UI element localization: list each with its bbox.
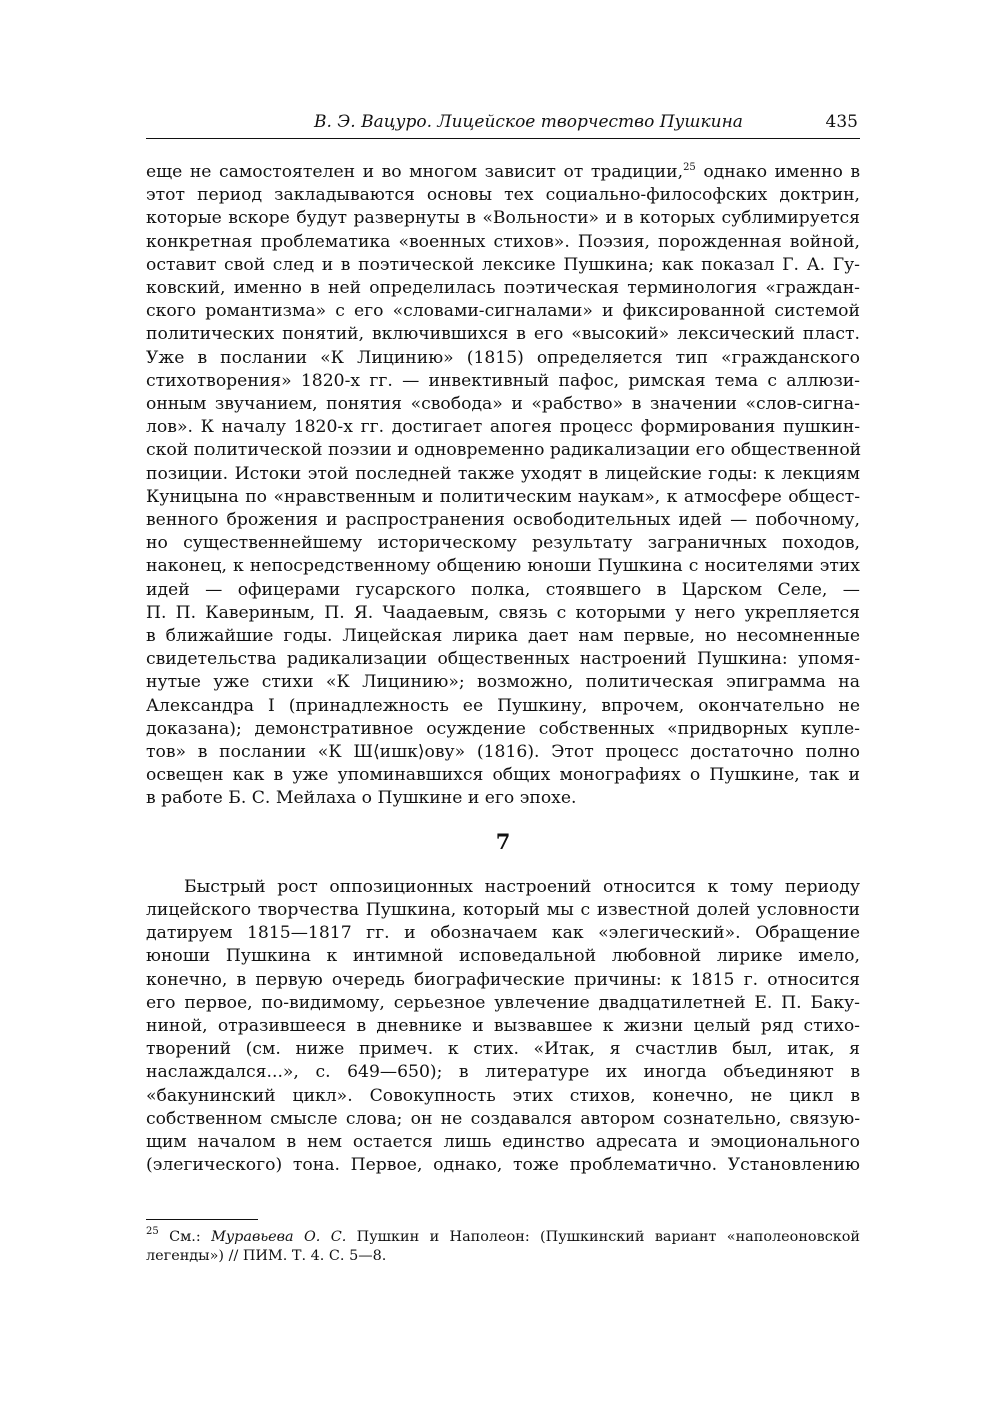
running-header <box>146 112 860 139</box>
running-title: В. Э. Вацуро. Лицейское творчество Пушкина <box>314 112 743 132</box>
footnote-marker: 25 <box>146 1226 159 1238</box>
text-line: освещен как в уже упоминавшихся общих монографиях о Пушкине, так и <box>146 765 860 786</box>
text-line: Быстрый рост оппозиционных настроений относится к тому периоду <box>184 876 860 897</box>
text-line: в работе Б. С. Мейлаха о Пушкине и его эпохе. <box>146 788 577 809</box>
text-line: Александра I (принадлежность ее Пушкину, впрочем, окончательно не <box>146 695 860 716</box>
page <box>146 112 860 1266</box>
text-line: его первое, по-видимому, серьезное увлечение двадцатилетней Е. П. Баку- <box>146 992 860 1013</box>
text-line: ковский, именно в ней определилась поэтическая терминология «граждан- <box>146 278 860 299</box>
text-line: П. П. Кавериным, П. Я. Чаадаевым, связь с которыми у него укрепляется <box>146 602 860 623</box>
text-line: стихотворения» 1820-х гг. — инвективный пафос, римская тема с аллюзи- <box>146 370 860 391</box>
text-line: доказана); демонстративное осуждение собственных «придворных купле- <box>146 718 860 739</box>
body-paragraph-1 <box>146 161 860 811</box>
text-line: «бакунинский цикл». Совокупность этих стихов, конечно, не цикл в <box>146 1085 860 1106</box>
text-line: (элегического) тона. Первое, однако, тоже проблематично. Установлению <box>146 1155 860 1176</box>
footnote-author: Муравьева О. С. <box>211 1229 347 1246</box>
section-number: 7 <box>495 828 511 854</box>
body-paragraph-2 <box>146 876 860 1178</box>
text-line: датируем 1815—1817 гг. и обозначаем как «элегический». Обращение <box>146 923 860 944</box>
text-line: наслаждался...», с. 649—650); в литературе их иногда объединяют в <box>146 1062 860 1083</box>
text-line: конкретная проблематика «военных стихов». Поэзия, порожденная войной, <box>146 231 860 252</box>
text-line: конечно, в первую очередь биографические причины: к 1815 г. относится <box>146 969 860 990</box>
text-line: Уже в послании «К Лицинию» (1815) определяется тип «гражданского <box>146 347 860 368</box>
text-line: свидетельства радикализации общественных настроений Пушкина: упомя- <box>146 649 860 670</box>
text-line: щим началом в нем остается лишь единство адресата и эмоционального <box>146 1131 860 1152</box>
text-line: нутые уже стихи «К Лицинию»; возможно, политическая эпиграмма на <box>146 672 860 693</box>
footnote <box>146 1228 860 1266</box>
text-line: позиции. Истоки этой последней также уходят в лицейские годы: к лекциям <box>146 463 860 484</box>
text-line: политических понятий, включившихся в его «высокий» лексический пласт. <box>146 324 860 345</box>
text-line: ниной, отразившееся в дневнике и вызвавшее к жизни целый ряд стихо- <box>146 1015 860 1036</box>
text-line: ской политической поэзии и одновременно радикализации его общественной <box>146 440 862 461</box>
text-line: которые вскоре будут развернуты в «Вольности» и в которых сублимируется <box>146 208 860 229</box>
footnote-line: $^{25}$ См.: Муравьева О. С. Пушкин и Наполеон: (Пушкинский вариант «наполеоновской <box>146 1226 861 1246</box>
text-line: оставит свой след и в поэтической лексике Пушкина; как показал Г. А. Гу- <box>146 254 860 275</box>
footnote-reference[interactable]: 25 <box>683 162 696 173</box>
text-line: венного брожения и распространения освободительных идей — побочному, <box>146 510 860 531</box>
text-line: лов». К началу 1820-х гг. достигает апогея процесс формирования пушкин- <box>146 417 860 438</box>
text-line: в ближайшие годы. Лицейская лирика дает нам первые, но несомненные <box>146 626 860 647</box>
text-line: наконец, к непосредственному общению юноши Пушкина с носителями этих <box>146 556 860 577</box>
footnote-line: легенды») // ПИМ. Т. 4. С. 5—8. <box>146 1248 387 1265</box>
text-line: тов» в послании «К Ш⟨ишк⟩ову» (1816). Этот процесс достаточно полно <box>146 742 860 763</box>
text-line: еще не самостоятелен и во многом зависит от традиции,$^{25}$ однако именно в <box>146 162 861 182</box>
text-line: творений (см. ниже примеч. к стих. «Итак, я счастлив был, итак, я <box>146 1039 860 1060</box>
text-line: идей — офицерами гусарского полка, стоявшего в Царском Селе, — <box>146 579 860 600</box>
footnote-rule <box>146 1219 258 1220</box>
text-line: собственном смысле слова; он не создавался автором сознательно, связую- <box>146 1108 860 1129</box>
text-line: ского романтизма» с его «словами-сигналами» и фиксированной системой <box>146 301 860 322</box>
text-line: Куницына по «нравственным и политическим наукам», к атмосфере общест- <box>146 486 860 507</box>
text-line: онным звучанием, понятия «свобода» и «рабство» в значении «слов-сигна- <box>146 394 860 415</box>
text-line: юноши Пушкина к интимной исповедальной любовной лирике имело, <box>146 946 860 967</box>
text-line: но существеннейшему историческому результату заграничных походов, <box>146 533 860 554</box>
text-line: этот период закладываются основы тех социально-философских доктрин, <box>146 185 860 206</box>
text-line: лицейского творчества Пушкина, который мы с известной долей условности <box>146 899 860 920</box>
page-number: 435 <box>825 112 858 132</box>
